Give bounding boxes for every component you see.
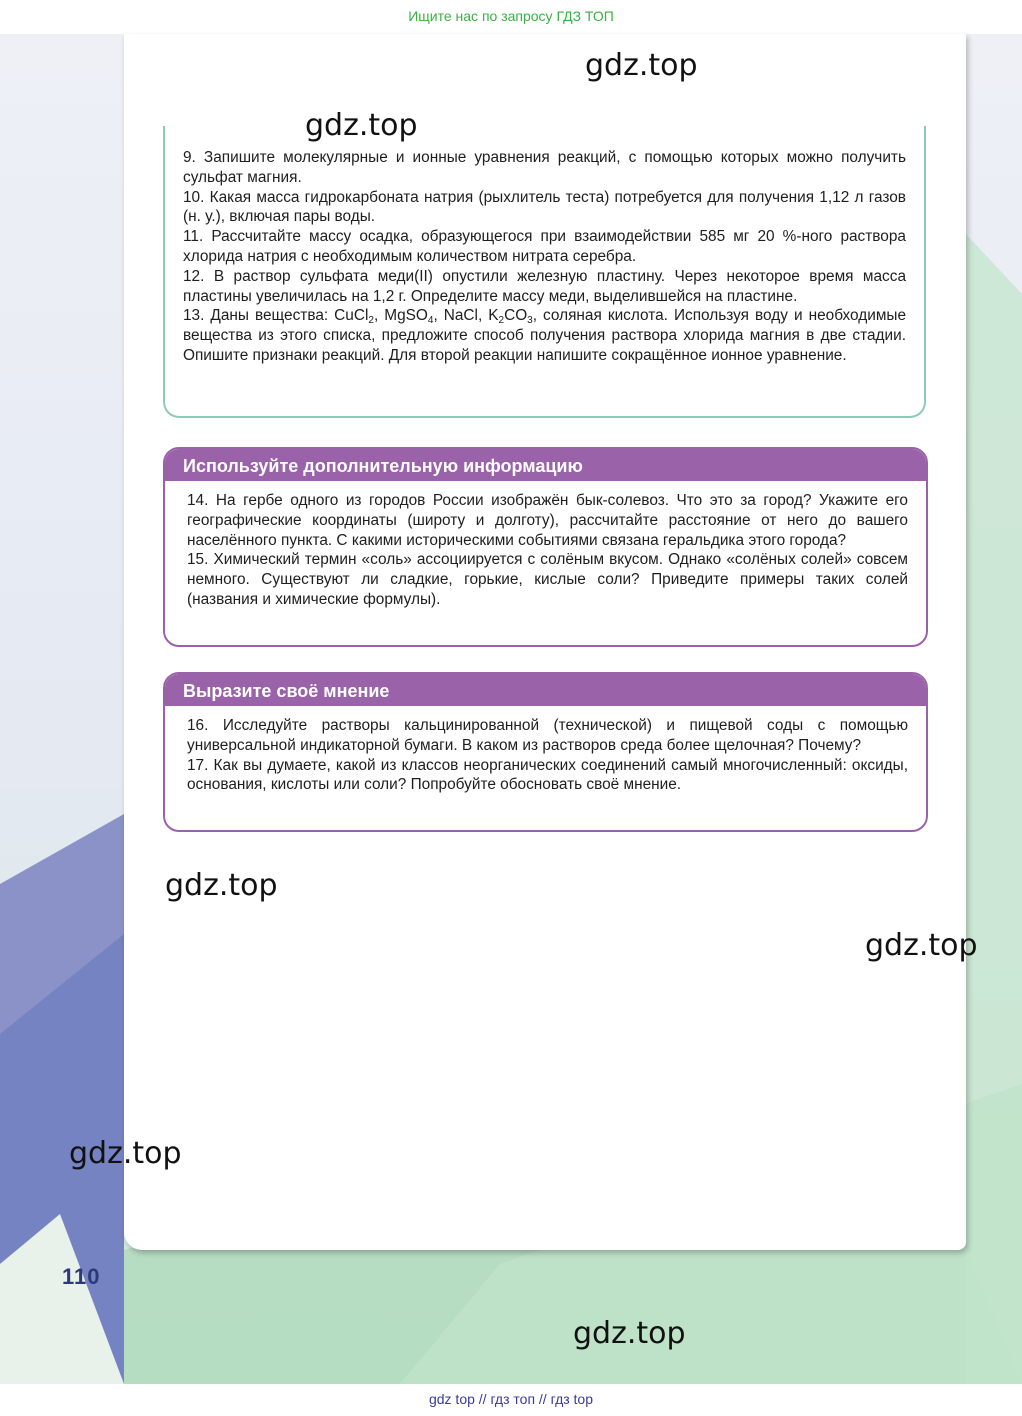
tasks-text — [183, 148, 906, 366]
task-9: 9. Запишите молекулярные и ионные уравнения реакций, с помощью которых можно получить сульфат магния. — [183, 149, 906, 186]
task-17: 17. Как вы думаете, какой из классов неорганических соединений самый многочисленный: оксиды, основания, кислоты или соли? Попробуйте обосновать своё мнение. — [187, 756, 908, 794]
watermark: gdz.top — [165, 868, 278, 903]
opinion-text — [165, 706, 926, 795]
task-14: 14. На гербе одного из городов России изображён бык-солевоз. Что это за город? Укажите его географические координаты (широту и долготу), рассчитайте расстояние от него до вашего населённого пункта. С какими историческими событиями связана геральдика этого города? — [187, 492, 908, 549]
additional-info-box — [163, 447, 928, 647]
opinion-header: Выразите своё мнение — [165, 674, 926, 706]
watermark: gdz.top — [573, 1316, 686, 1351]
task-16: 16. Исследуйте растворы кальцинированной (технической) и пищевой соды с помощью универсальной индикаторной бумаги. В каком из растворов среда более щелочная? Почему? — [187, 717, 908, 754]
watermark: gdz.top — [585, 48, 698, 83]
task-15: 15. Химический термин «соль» ассоциируется с солёным вкусом. Однако «солёных солей» совсем немного. Существуют ли сладкие, горькие, кислые соли? Приведите примеры таких солей (названия и химические формулы). — [187, 551, 908, 608]
task-13: 13. Даны вещества: CuCl$_2$, MgSO$_4$, NaCl, $K_2CO_3$, соляная кислота. Используя воду и необходимые вещества из этого списка, предложите способ получения раствора хлорида магния в две стадии. Опишите признаки реакций. Для второй реакции напишите сокращённое ионное уравнение. — [183, 307, 907, 364]
task-12: 12. В раствор сульфата меди(II) опустили железную пластину. Через некоторое время масса пластины увеличилась на 1,2 г. Определите массу меди, выделившейся на пластине. — [183, 267, 906, 305]
task-10: 10. Какая масса гидрокарбоната натрия (рыхлитель теста) потребуется для получения 1,12 л газов (н. у.), включая пары воды. — [183, 188, 906, 226]
watermark: gdz.top — [69, 1136, 182, 1171]
additional-info-header: Используйте дополнительную информацию — [165, 449, 926, 481]
task-11: 11. Рассчитайте массу осадка, образующегося при взаимодействии 585 мг 20 %-ного раствора хлорида натрия с необходимым количеством нитрата серебра. — [183, 228, 906, 265]
watermark: gdz.top — [865, 928, 978, 963]
additional-info-text — [165, 481, 926, 610]
watermark: gdz.top — [305, 108, 418, 143]
opinion-box — [163, 672, 928, 832]
bottom-links[interactable]: gdz top // гдз топ // гдз top — [0, 1384, 1022, 1416]
top-banner[interactable]: Ищите нас по запросу ГДЗ ТОП — [0, 0, 1022, 34]
page-number: 110 — [62, 1264, 101, 1289]
